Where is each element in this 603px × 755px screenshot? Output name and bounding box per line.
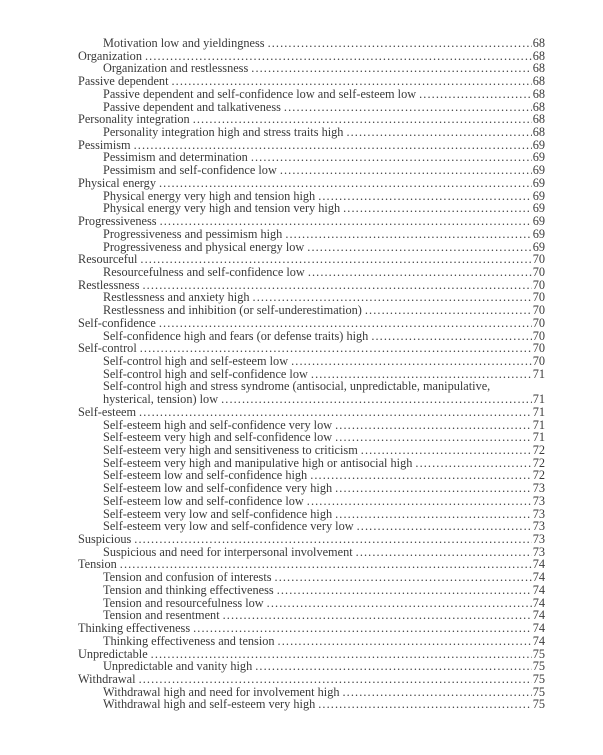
page-number: 72: [532, 443, 545, 457]
toc-entry: [78, 393, 545, 406]
toc-entry: [78, 495, 545, 508]
dot-leader: [275, 571, 532, 584]
page-number: 75: [532, 659, 545, 674]
toc-entry-label: Self-control: [78, 341, 137, 356]
page-number: 68: [532, 48, 545, 63]
page-number: 68: [532, 36, 545, 50]
toc-entry-label: Self-esteem low and self-confidence high: [103, 468, 308, 483]
dot-leader: [335, 419, 532, 432]
toc-entry: [78, 88, 545, 101]
page-number: 73: [532, 544, 545, 559]
toc-entry-label: Unpredictable and vanity high: [103, 659, 253, 674]
toc-entry: [78, 406, 545, 419]
page-number: 75: [532, 646, 545, 661]
toc-entry: [78, 266, 545, 279]
toc-entry-label: Self-control high and stress syndrome (antisocial, unpredictable, manipulative,: [103, 379, 491, 394]
toc-entry: [78, 228, 545, 241]
dot-leader: [255, 660, 531, 673]
page-number: 73: [532, 493, 545, 508]
page-number: 73: [532, 519, 545, 534]
toc-entry: [78, 546, 545, 559]
dot-leader: [307, 495, 532, 508]
toc-entry-label: Self-confidence: [78, 315, 156, 330]
toc-entry: [78, 698, 545, 711]
dot-leader: [318, 698, 531, 711]
dot-leader: [268, 37, 532, 50]
toc-entry-label: Organization and restlessness: [103, 61, 249, 76]
toc-entry-label: Tension and confusion of interests: [103, 570, 272, 585]
toc-entry-label: Restlessness and inhibition (or self-underestimation): [103, 303, 362, 318]
toc-entry-label: Suspicious: [78, 532, 132, 547]
toc-entry-label: Self-esteem low and self-confidence very high: [103, 481, 333, 496]
page-number: 68: [532, 74, 545, 89]
page-number: 71: [532, 404, 545, 419]
toc-entry-label: Passive dependent and talkativeness: [103, 99, 281, 114]
page-number: 69: [532, 150, 545, 165]
dot-leader: [371, 330, 531, 343]
toc-entry-label: Withdrawal: [78, 671, 136, 686]
toc-entry: [78, 126, 545, 139]
page-number: 68: [532, 112, 545, 127]
toc-entry: [78, 520, 545, 533]
page-number: 75: [532, 671, 545, 686]
page-number: 68: [532, 86, 545, 101]
page-number: 71: [532, 366, 545, 381]
toc-entry-label: Withdrawal high and need for involvement high: [103, 684, 340, 699]
page-number: 74: [532, 608, 545, 623]
toc-entry: [78, 317, 545, 330]
page-number: 69: [532, 201, 545, 216]
page-number: 74: [532, 557, 545, 572]
toc-entry-label: Personality integration high and stress traits high: [103, 125, 344, 140]
page-number: 72: [532, 468, 545, 483]
page-number: 70: [532, 290, 545, 305]
toc-entry-label: Thinking effectiveness: [78, 621, 191, 636]
page-number: 70: [532, 328, 545, 343]
page-number: 75: [532, 697, 545, 712]
page-number: 68: [532, 99, 545, 114]
page-number: 73: [532, 506, 545, 521]
page-number: 69: [532, 175, 545, 190]
dot-leader: [318, 190, 532, 203]
toc-entry-label: Withdrawal high and self-esteem very high: [103, 697, 316, 712]
page-number: 68: [532, 125, 545, 140]
dot-leader: [139, 673, 532, 686]
dot-leader: [361, 444, 532, 457]
toc-entry-label: Self-esteem very high and manipulative high or antisocial high: [103, 455, 413, 470]
page-number: 70: [532, 353, 545, 368]
dot-leader: [307, 241, 531, 254]
dot-leader: [159, 177, 532, 190]
toc-entry: [78, 75, 545, 88]
toc-entry-label: Unpredictable: [78, 646, 148, 661]
dot-leader: [308, 266, 532, 279]
dot-leader: [134, 533, 531, 546]
page-number: 74: [532, 570, 545, 585]
page-number: 70: [532, 315, 545, 330]
dot-leader: [419, 88, 532, 101]
toc-entry: [78, 584, 545, 597]
toc-entry-label-continued: hysterical, tension) low: [103, 392, 219, 407]
toc-entry-label: Resourcefulness and self-confidence low: [103, 264, 305, 279]
toc-entry-label: Self-esteem very low and self-confidence very low: [103, 519, 354, 534]
page-number: 70: [532, 277, 545, 292]
toc-entry-label: Physical energy: [78, 175, 156, 190]
page-number: 74: [532, 595, 545, 610]
dot-leader: [280, 164, 532, 177]
page-number: 69: [532, 239, 545, 254]
dot-leader: [335, 431, 532, 444]
toc-entry: [78, 622, 545, 635]
dot-leader: [343, 686, 532, 699]
page-number: 71: [532, 430, 545, 445]
dot-leader: [251, 62, 531, 75]
toc-entry: [78, 215, 545, 228]
toc-entry-label: Thinking effectiveness and tension: [103, 633, 275, 648]
dot-leader: [159, 317, 532, 330]
dot-leader: [346, 126, 531, 139]
toc-entry: [78, 355, 545, 368]
toc-entry: [78, 241, 545, 254]
toc-entry-label: Self-control high and self-confidence low: [103, 366, 308, 381]
page-number: 70: [532, 264, 545, 279]
toc-entry-label: Pessimism: [78, 137, 131, 152]
toc-entry-label: Passive dependent: [78, 74, 169, 89]
toc-entry-label: Self-esteem high and self-confidence very low: [103, 417, 333, 432]
dot-leader: [357, 520, 532, 533]
page-number: 71: [532, 392, 545, 407]
toc-list: [78, 37, 545, 711]
dot-leader: [356, 546, 532, 559]
page-number: 75: [532, 684, 545, 699]
page-number: 74: [532, 621, 545, 636]
page-number: 70: [532, 252, 545, 267]
toc-entry: [78, 533, 545, 546]
toc-entry-label: Resourceful: [78, 252, 138, 267]
page-number: 68: [532, 61, 545, 76]
toc-entry-label: Motivation low and yieldingness: [103, 36, 265, 50]
dot-leader: [277, 584, 532, 597]
dot-leader: [291, 355, 532, 368]
page-number: 73: [532, 532, 545, 547]
toc-entry: [78, 660, 545, 673]
page-number: 72: [532, 455, 545, 470]
toc-entry-label: Self-confidence high and fears (or defense traits) high: [103, 328, 369, 343]
toc-entry: [78, 330, 545, 343]
toc-entry-label: Self-esteem very high and sensitiveness to criticism: [103, 443, 358, 457]
dot-leader: [365, 304, 532, 317]
toc-entry: [78, 304, 545, 317]
toc-entry: [78, 444, 545, 457]
dot-leader: [335, 482, 532, 495]
dot-leader: [335, 508, 532, 521]
toc-entry-label: Restlessness and anxiety high: [103, 290, 250, 305]
toc-entry-label: Tension: [78, 557, 117, 572]
page-number: 69: [532, 226, 545, 241]
dot-leader: [160, 215, 532, 228]
page-number: 73: [532, 481, 545, 496]
toc-entry-label: Restlessness: [78, 277, 140, 292]
toc-entry-label: Pessimism and self-confidence low: [103, 163, 277, 178]
dot-leader: [310, 469, 532, 482]
toc-entry: [78, 37, 545, 50]
toc-entry-label: Self-control high and self-esteem low: [103, 353, 289, 368]
toc-entry-label: Personality integration: [78, 112, 190, 127]
toc-entry-label: Organization: [78, 48, 142, 63]
dot-leader: [251, 151, 532, 164]
page-number: 74: [532, 582, 545, 597]
toc-entry: [78, 482, 545, 495]
toc-entry: [78, 164, 545, 177]
dot-leader: [223, 609, 532, 622]
toc-entry-label: Progressiveness: [78, 214, 157, 229]
dot-leader: [278, 635, 532, 648]
page-number: 69: [532, 188, 545, 203]
toc-page: [78, 37, 545, 711]
dot-leader: [139, 406, 532, 419]
toc-entry-label: Tension and resourcefulness low: [103, 595, 264, 610]
dot-leader: [172, 75, 532, 88]
toc-entry: [78, 635, 545, 648]
page-number: 69: [532, 214, 545, 229]
dot-leader: [285, 228, 531, 241]
dot-leader: [267, 597, 532, 610]
dot-leader: [415, 457, 531, 470]
toc-entry-label: Progressiveness and pessimism high: [103, 226, 283, 241]
dot-leader: [284, 101, 532, 114]
toc-entry-label: Self-esteem: [78, 404, 137, 419]
toc-entry: [78, 177, 545, 190]
toc-entry-label: Physical energy very high and tension high: [103, 188, 316, 203]
toc-entry-label: Self-esteem low and self-confidence low: [103, 493, 304, 508]
toc-entry-label: Tension and thinking effectiveness: [103, 582, 274, 597]
page-number: 69: [532, 163, 545, 178]
page-number: 70: [532, 341, 545, 356]
toc-entry-label: Pessimism and determination: [103, 150, 248, 165]
dot-leader: [193, 622, 532, 635]
toc-entry-label: Passive dependent and self-confidence low and self-esteem low: [103, 86, 417, 101]
toc-entry-label: Self-esteem very low and self-confidence high: [103, 506, 333, 521]
toc-entry-label: Self-esteem very high and self-confidence low: [103, 430, 333, 445]
dot-leader: [343, 202, 532, 215]
toc-entry-label: Physical energy very high and tension very high: [103, 201, 341, 216]
dot-leader: [221, 393, 532, 406]
toc-entry-label: Tension and resentment: [103, 608, 220, 623]
page-number: 74: [532, 633, 545, 648]
toc-entry: [78, 673, 545, 686]
page-number: 70: [532, 303, 545, 318]
page-number: 69: [532, 137, 545, 152]
toc-entry-label: Progressiveness and physical energy low: [103, 239, 305, 254]
toc-entry-label: Suspicious and need for interpersonal involvement: [103, 544, 353, 559]
toc-entry: [78, 571, 545, 584]
page-number: 71: [532, 417, 545, 432]
